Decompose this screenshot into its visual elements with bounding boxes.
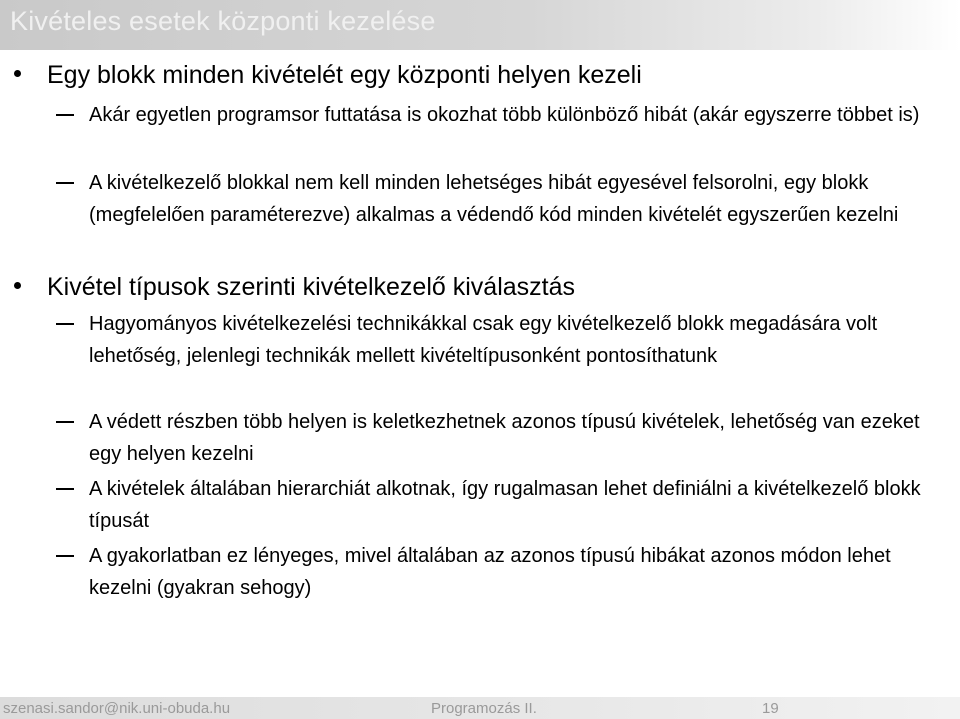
bullet-text: Egy blokk minden kivételét egy központi helyen kezeli: [47, 61, 642, 89]
sub-text: A kivételek általában hierarchiát alkotnak, így rugalmasan lehet definiálni a kivételkezelő blokk típusát: [89, 478, 921, 532]
footer-email: szenasi.sandor@nik.uni-obuda.hu: [3, 700, 231, 717]
footer: [0, 697, 960, 719]
page-number: 19: [762, 700, 779, 717]
sub-text: A kivételkezelő blokkal nem kell minden lehetséges hibát egyesével felsorolni, egy blokk (megfelelően paraméterezve) alkalmas a védendő kód minden kivételét egyszerűen kezelni: [89, 172, 899, 226]
title-bar: [0, 0, 960, 50]
bullet-text: Kivétel típusok szerinti kivételkezelő kiválasztás: [47, 273, 576, 301]
sub-text: A gyakorlatban ez lényeges, mivel általában az azonos típusú hibákat azonos módon lehet kezelni (gyakran sehogy): [89, 545, 891, 599]
dash-icon: [56, 182, 74, 184]
dash-icon: [56, 114, 74, 116]
sub-text: Hagyományos kivételkezelési technikákkal csak egy kivételkezelő blokk megadására volt lehetőség, jelenlegi technikák mellett kivételtípusonként pontosíthatunk: [89, 313, 878, 367]
sub-text: A védett részben több helyen is keletkezhetnek azonos típusú kivételek, lehetőség van ezeket egy helyen kezelni: [89, 411, 920, 465]
slide-title: Kivételes esetek központi kezelése: [10, 6, 436, 36]
dash-icon: [56, 323, 74, 325]
dash-icon: [56, 421, 74, 423]
dash-icon: [56, 555, 74, 557]
bullet-dot-icon: [14, 70, 21, 77]
bullet-dot-icon: [14, 282, 21, 289]
footer-course: Programozás II.: [431, 700, 537, 717]
sub-text: Akár egyetlen programsor futtatása is okozhat több különböző hibát (akár egyszerre többet is): [89, 104, 920, 126]
dash-icon: [56, 488, 74, 490]
